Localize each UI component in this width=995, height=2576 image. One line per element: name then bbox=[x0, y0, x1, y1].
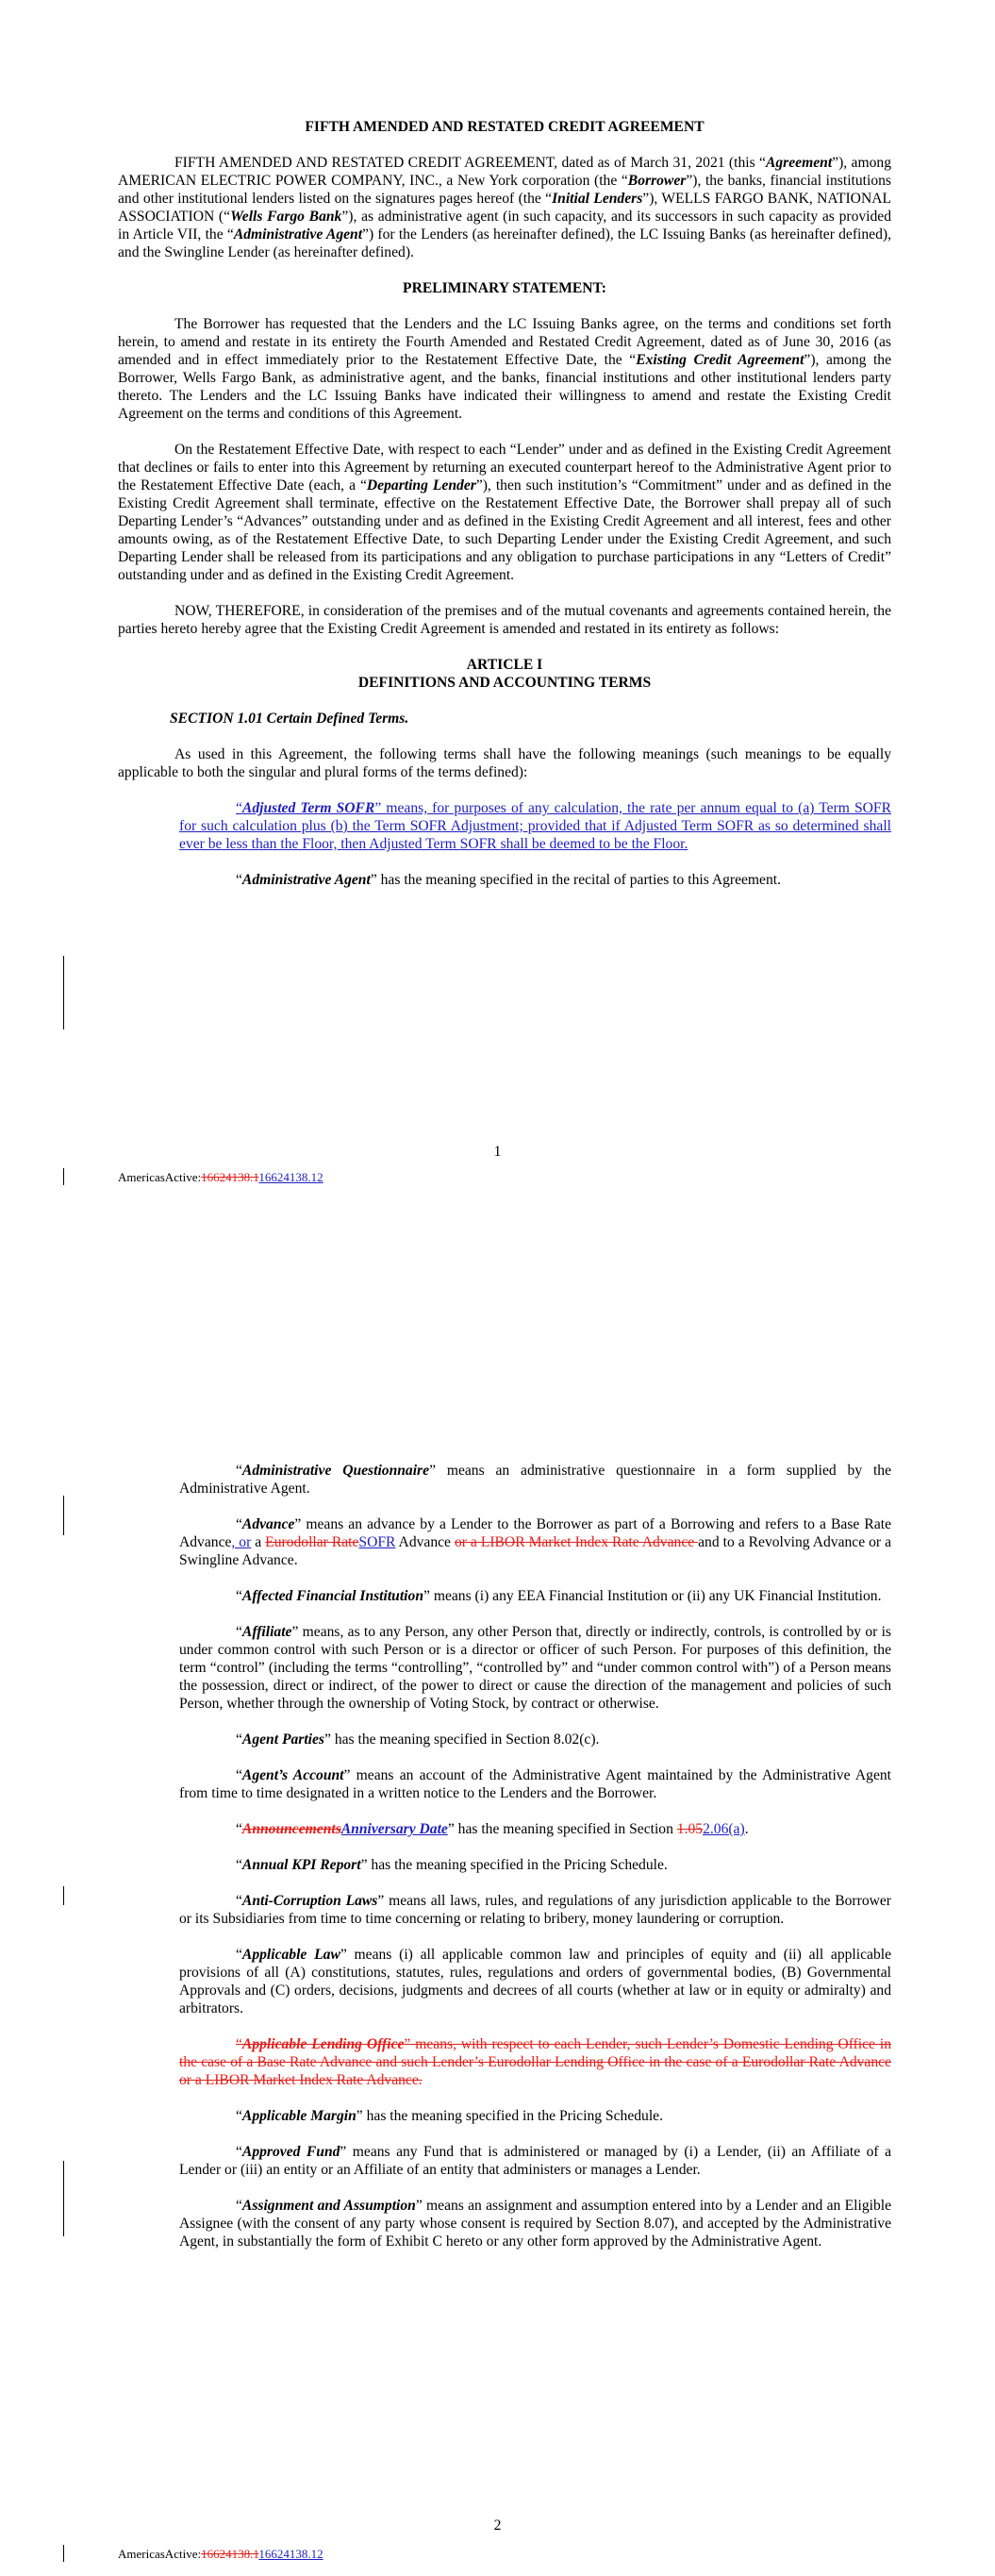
defined-term: Applicable Margin bbox=[241, 2108, 357, 2124]
definition-anti-corruption-laws: “Anti-Corruption Laws” means all laws, rules, and regulations of any jurisdiction applicable to the Borrower or its Subsidiaries from time to time concerning or relating to bribery, money laundering or corruption. bbox=[179, 1893, 891, 1927]
article-title: DEFINITIONS AND ACCOUNTING TERMS bbox=[357, 675, 652, 691]
definition-text: ” has the meaning specified in Section bbox=[447, 1821, 677, 1837]
definition-text: and to a Revolving Advance or a Swingline Advance. bbox=[179, 1534, 891, 1568]
definition-anniversary-date: “AnnouncementsAnniversary Date” has the meaning specified in Section 1.052.06(a). bbox=[236, 1821, 749, 1837]
defined-term: Affected Financial Institution bbox=[241, 1588, 423, 1604]
page-number: 2 bbox=[493, 2517, 502, 2534]
defined-term: Administrative Agent bbox=[241, 872, 371, 888]
defined-term: Agent Parties bbox=[241, 1731, 324, 1748]
intro-text: ”), WELLS FARGO BANK, NATIONAL ASSOCIATION (“ bbox=[118, 191, 891, 225]
quote-mark: “ bbox=[236, 872, 242, 888]
footer-deleted-id: 16624138.1 bbox=[201, 1170, 259, 1184]
definition-text: ” means an advance by a Lender to the Borrower as part of a Borrowing and refers to a Base Rate Advance bbox=[179, 1516, 891, 1550]
definition-affiliate: “Affiliate” means, as to any Person, any other Person that, directly or indirectly, controls, is controlled by or is under common control with such Person or is a director or officer of such Person. For purposes of this definition, the term “control” (including the terms “controlling”, “controlled by” and “under common control with”) of a Person means the possession, direct or indirect, of the power to direct or cause the direction of the management and policies of such Person, whether through the ownership of Voting Stock, by contract or otherwise. bbox=[179, 1624, 891, 1712]
defined-term: Initial Lenders bbox=[552, 191, 643, 207]
deleted-text: ” means, with respect to each Lender, such Lender’s Domestic Lending Office in the case of a Base Rate Advance and such Lender’s Eurodollar Lending Office in the case of a Eurodollar Rate Advance or a LIBOR Market Index Rate Advance. bbox=[179, 2036, 891, 2088]
paragraph-text: ”), among the Borrower, Wells Fargo Bank, as administrative agent, and the banks, financial institutions and other institutional lenders party thereto. The Lenders and the LC Issuing Banks have indicated their willingness to amend and restate the Existing Credit Agreement on the terms and conditions of this Agreement. bbox=[118, 352, 891, 422]
defined-term: Approved Fund bbox=[241, 2144, 340, 2160]
preliminary-statement-heading: PRELIMINARY STATEMENT: bbox=[403, 280, 606, 296]
footer-inserted-id: 16624138.12 bbox=[258, 2547, 323, 2561]
defined-term: Borrower bbox=[627, 173, 687, 189]
definition-applicable-margin: “Applicable Margin” has the meaning specified in the Pricing Schedule. bbox=[236, 2108, 663, 2124]
definition-annual-kpi-report: “Annual KPI Report” has the meaning specified in the Pricing Schedule. bbox=[236, 1857, 668, 1873]
defined-term: Advance bbox=[241, 1516, 295, 1532]
definition-text: ” means, as to any Person, any other Person that, directly or indirectly, controls, is controlled by or is under common control with such Person or is a director or officer of such Person. For purposes of this definition, the term “control” (including the terms “controlling”, “controlled by” and “under common control with”) of a Person means the possession, direct or indirect, of the power to direct or cause the direction of the management and policies of such Person, whether through the ownership of Voting Stock, by contract or otherwise. bbox=[179, 1624, 891, 1712]
definition-agents-account: “Agent’s Account” means an account of the Administrative Agent maintained by the Administrative Agent from time to time designated in a written notice to the Lenders and the Borrower. bbox=[179, 1767, 891, 1801]
definition-text: ” has the meaning specified in the recital of parties to this Agreement. bbox=[370, 872, 781, 888]
defined-term: Agent’s Account bbox=[241, 1767, 344, 1783]
article-heading: ARTICLE I bbox=[466, 657, 543, 673]
paragraph-text: The Borrower has requested that the Lenders and the LC Issuing Banks agree, on the terms and conditions set forth herein, to amend and restate in its entirety the Fourth Amended and Restated Credit Agreement, dated as of June 30, 2016 (as amended and in effect immediately prior to the Restatement Effective Date, the “ bbox=[118, 316, 891, 368]
definition-text: . bbox=[744, 1821, 749, 1837]
preliminary-paragraph-1 bbox=[118, 315, 891, 423]
defined-term: Administrative Agent bbox=[233, 226, 363, 243]
page-1-body bbox=[118, 118, 891, 907]
page-number: 1 bbox=[493, 1144, 502, 1160]
definition-text: a bbox=[251, 1534, 266, 1550]
defined-term: Applicable Law bbox=[241, 1947, 340, 1963]
inserted-text: SOFR bbox=[358, 1534, 396, 1550]
definition-text: ” means, for purposes of any calculation, the rate per annum equal to (a) Term SOFR for such calculation plus (b) the Term SOFR Adjustment; provided that if Adjusted Term SOFR as so determined shall ever be less than the Floor, then Adjusted Term SOFR shall be deemed to be the Floor. bbox=[179, 800, 891, 852]
definition-text: ” has the meaning specified in Section 8.02(c). bbox=[324, 1731, 600, 1748]
intro-text: ”), the banks, financial institutions and other institutional lenders listed on the signatures pages hereof (the “ bbox=[118, 173, 891, 207]
as-used-paragraph: As used in this Agreement, the following terms shall have the following meanings (such meanings to be equally applicable to both the singular and plural forms of the terms defined): bbox=[118, 746, 891, 780]
agreement-title: FIFTH AMENDED AND RESTATED CREDIT AGREEMENT bbox=[305, 119, 705, 135]
definition-text: ” means (i) all applicable common law and principles of equity and (ii) all applicable provisions of all (A) constitutions, statutes, rules, regulations and orders of governmental bodies, (B) Governmental Approvals and (C) orders, decisions, judgments and decrees of all courts (whether at law or in equity or admiralty) and arbitrators. bbox=[179, 1947, 891, 2016]
defined-term: Adjusted Term SOFR bbox=[241, 800, 375, 816]
intro-text: FIFTH AMENDED AND RESTATED CREDIT AGREEMENT, dated as of March 31, 2021 (this “ bbox=[174, 155, 766, 171]
definition-adjusted-term-sofr bbox=[179, 799, 891, 853]
definition-assignment-and-assumption: “Assignment and Assumption” means an assignment and assumption entered into by a Lender and an Eligible Assignee (with the consent of any party whose consent is required by Section 8.07), and accepted by the Administrative Agent, in substantially the form of Exhibit C hereto or any other form approved by the Administrative Agent. bbox=[179, 2198, 891, 2250]
definition-applicable-lending-office: “Applicable Lending Office” means, with respect to each Lender, such Lender’s Domestic Lending Office in the case of a Base Rate Advance and such Lender’s Eurodollar Lending Office in the case of a Eurodollar Rate Advance or a LIBOR Market Index Rate Advance. bbox=[179, 2036, 891, 2088]
definition-text: ” means all laws, rules, and regulations of any jurisdiction applicable to the Borrower or its Subsidiaries from time to time concerning or relating to bribery, money laundering or corruption. bbox=[179, 1893, 891, 1927]
page-2-body bbox=[118, 1462, 891, 2268]
document-page-2 bbox=[0, 1255, 995, 2576]
definition-text: ” means an assignment and assumption entered into by a Lender and an Eligible Assignee (with the consent of any party whose consent is required by Section 8.07), and accepted by the Administrative Agent, in substantially the form of Exhibit C hereto or any other form approved by the Administrative Agent. bbox=[179, 2198, 891, 2250]
defined-term: Departing Lender bbox=[366, 477, 476, 493]
document-footer bbox=[118, 2547, 323, 2562]
deleted-text: Eurodollar Rate bbox=[265, 1534, 359, 1550]
paragraph-text: On the Restatement Effective Date, with respect to each “Lender” under and as defined in the Existing Credit Agreement that declines or fails to enter into this Agreement by returning an executed counterpart hereof to the Administrative Agent prior to the Restatement Effective Date (each, a “ bbox=[118, 442, 891, 493]
preliminary-paragraph-2 bbox=[118, 441, 891, 584]
definition-text: ” means an account of the Administrative Agent maintained by the Administrative Agent from time to time designated in a written notice to the Lenders and the Borrower. bbox=[179, 1767, 891, 1801]
definition-text: ” means an administrative questionnaire in a form supplied by the Administrative Agent. bbox=[179, 1463, 892, 1497]
definition-agent-parties: “Agent Parties” has the meaning specified in Section 8.02(c). bbox=[236, 1731, 600, 1748]
definition-text: ” means any Fund that is administered or managed by (i) a Lender, (ii) an Affiliate of a Lender or (iii) an entity or an Affiliate of an entity that administers or manages a Lender. bbox=[179, 2144, 891, 2178]
defined-term: Anti-Corruption Laws bbox=[241, 1893, 378, 1909]
definition-approved-fund: “Approved Fund” means any Fund that is administered or managed by (i) a Lender, (ii) an Affiliate of a Lender or (iii) an entity or an Affiliate of an entity that administers or manages a Lender. bbox=[179, 2144, 891, 2178]
inserted-term: Anniversary Date bbox=[340, 1821, 448, 1837]
change-bar bbox=[63, 956, 64, 1029]
intro-text: ”), as administrative agent (in such capacity, and its successors in such capacity as provided in Article VII, the “ bbox=[118, 209, 892, 243]
change-bar bbox=[63, 1886, 64, 1905]
document-page-1 bbox=[0, 0, 995, 1255]
definition-administrative-questionnaire: “Administrative Questionnaire” means an administrative questionnaire in a form supplied by the Administrative Agent. bbox=[179, 1463, 892, 1497]
definition-advance: “Advance” means an advance by a Lender to the Borrower as part of a Borrowing and refers to a Base Rate Advance, or a Eurodollar RateSOFR Advance or a LIBOR Market Index Rate Advance and to a Revolving Advance or a Swingline Advance. bbox=[179, 1516, 891, 1568]
intro-text: ”) for the Lenders (as hereinafter defined), the LC Issuing Banks (as hereinafter defined), and the Swingline Lender (as hereinafter defined). bbox=[118, 226, 891, 260]
defined-term: Annual KPI Report bbox=[241, 1857, 361, 1873]
footer-deleted-id: 16624138.1 bbox=[201, 2547, 259, 2561]
inserted-text: , or bbox=[231, 1534, 252, 1550]
defined-term: Wells Fargo Bank bbox=[230, 209, 342, 225]
deleted-term: Announcements bbox=[241, 1821, 341, 1837]
defined-term: Administrative Questionnaire bbox=[241, 1463, 430, 1479]
change-bar bbox=[63, 1496, 64, 1535]
change-bar bbox=[63, 2161, 64, 2236]
definition-administrative-agent bbox=[179, 871, 891, 889]
now-therefore-paragraph: NOW, THEREFORE, in consideration of the premises and of the mutual covenants and agreements contained herein, the parties hereto hereby agree that the Existing Credit Agreement is amended and restated in its entirety as follows: bbox=[118, 603, 891, 637]
change-bar bbox=[63, 1168, 64, 1185]
definition-text: ” has the meaning specified in the Pricing Schedule. bbox=[360, 1857, 668, 1873]
defined-term: Agreement bbox=[765, 155, 833, 171]
intro-paragraph bbox=[118, 154, 891, 261]
deleted-term: Applicable Lending Office bbox=[241, 2036, 405, 2052]
inserted-text: 2.06(a) bbox=[703, 1821, 745, 1837]
deleted-text: 1.05 bbox=[676, 1821, 704, 1837]
deleted-text: or a LIBOR Market Index Rate Advance bbox=[454, 1534, 699, 1550]
defined-term: Assignment and Assumption bbox=[241, 2198, 416, 2214]
intro-text: ”), among AMERICAN ELECTRIC POWER COMPANY, INC., a New York corporation (the “ bbox=[118, 155, 892, 189]
change-bar bbox=[63, 2545, 64, 2562]
definition-text: Advance bbox=[395, 1534, 455, 1550]
footer-label: AmericasActive: bbox=[118, 1170, 202, 1184]
section-heading: SECTION 1.01 Certain Defined Terms. bbox=[170, 711, 409, 727]
definition-text: ” has the meaning specified in the Pricing Schedule. bbox=[356, 2108, 663, 2124]
quote-mark: “ bbox=[236, 800, 242, 816]
definition-affected-financial-institution: “Affected Financial Institution” means (i) any EEA Financial Institution or (ii) any UK Financial Institution. bbox=[236, 1588, 882, 1604]
footer-inserted-id: 16624138.12 bbox=[258, 1170, 323, 1184]
definition-applicable-law: “Applicable Law” means (i) all applicable common law and principles of equity and (ii) all applicable provisions of all (A) constitutions, statutes, rules, regulations and orders of governmental bodies, (B) Governmental Approvals and (C) orders, decisions, judgments and decrees of all courts (whether at law or in equity or admiralty) and arbitrators. bbox=[179, 1947, 891, 2016]
definition-text: ” means (i) any EEA Financial Institution or (ii) any UK Financial Institution. bbox=[423, 1588, 882, 1604]
defined-term: Existing Credit Agreement bbox=[636, 352, 804, 368]
paragraph-text: ”), then such institution’s “Commitment” under and as defined in the Existing Credit Agreement shall terminate, effective on the Restatement Effective Date, the Borrower shall prepay all of such Departing Lender’s “Advances” outstanding under and as defined in the Existing Credit Agreement and all interest, fees and other amounts owing, as of the Restatement Effective Date, to such Departing Lender under the Existing Credit Agreement, and such Departing Lender shall be released from its participations and any obligation to purchase participations in any “Letters of Credit” outstanding under and as defined in the Existing Credit Agreement. bbox=[118, 477, 891, 583]
document-footer bbox=[118, 1170, 323, 1185]
footer-label: AmericasActive: bbox=[118, 2547, 202, 2561]
defined-term: Affiliate bbox=[241, 1624, 292, 1640]
